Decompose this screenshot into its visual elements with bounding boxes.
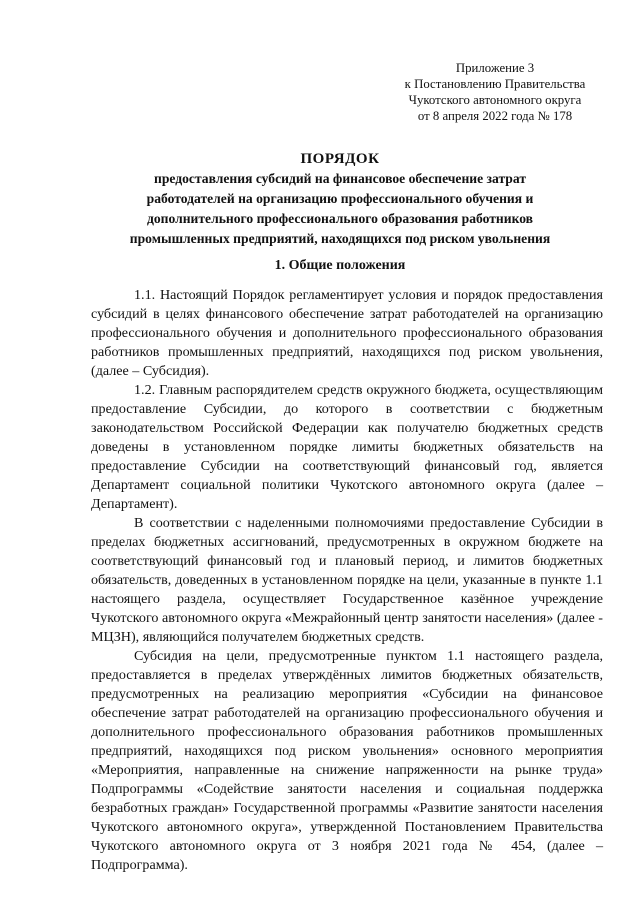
section-heading: 1. Общие положения: [274, 258, 406, 273]
paragraph: 1.2. Главным распорядителем средств окружного бюджета, осуществляющим предоставление Субсидии, до которого в соответствии с бюджетным законодательством Российской Федерации как получателю бюджетных средств доведены в установленном порядке лимиты бюджетных обязательств на предоставление Субсидии на соответствующий финансовый год, является Департамент социальной политики Чукотского автономного округа (далее – Департамент).: [91, 382, 603, 512]
appendix-header: [400, 60, 590, 124]
document-subtitle-line: дополнительного профессионального образования работников: [146, 211, 534, 226]
document-subtitle-line: промышленных предприятий, находящихся под риском увольнения: [129, 231, 551, 246]
appendix-line: Чукотского автономного округа: [408, 93, 582, 107]
document-title: [60, 150, 620, 249]
appendix-line: Приложение 3: [455, 61, 535, 75]
document-title-main: ПОРЯДОК: [300, 151, 380, 167]
appendix-line: к Постановлению Правительства: [404, 77, 586, 91]
paragraph: Субсидия на цели, предусмотренные пунктом 1.1 настоящего раздела, предоставляется в пределах утверждённых лимитов бюджетных обязательств, предусмотренных на реализацию мероприятия «Субсидии на финансовое обеспечение затрат работодателей на организацию профессионального обучения и дополнительного профессионального образования работников промышленных предприятий, находящихся под риском увольнения» основного мероприятия «Мероприятия, направленные на снижение напряженности на рынке труда» Подпрограммы «Содействие занятости населения и социальная поддержка безработных граждан» Государственной программы «Развитие занятости населения Чукотского автономного округа», утвержденной Постановлением Правительства Чукотского автономного округа от 3 ноября 2021 года № 454, (далее – Подпрограмма).: [91, 648, 603, 873]
paragraph: 1.1. Настоящий Порядок регламентирует условия и порядок предоставления субсидий в целях финансового обеспечение затрат работодателей на организацию профессионального обучения и дополнительного профессионального образования работников промышленных предприятий, находящихся под риском увольнения, (далее – Субсидия).: [91, 287, 603, 379]
appendix-line: от 8 апреля 2022 года № 178: [417, 109, 573, 123]
document-body: [91, 286, 603, 875]
paragraph: В соответствии с наделенными полномочиями предоставление Субсидии в пределах бюджетных ассигнований, предусмотренных в окружном бюджете на соответствующий финансовый год и плановый период, и лимитов бюджетных обязательств, доведенных в установленном порядке на цели, указанные в пункте 1.1 настоящего раздела, осуществляет Государственное казённое учреждение Чукотского автономного округа «Межрайонный центр занятости населения» (далее - МЦЗН), являющийся получателем бюджетных средств.: [91, 515, 603, 645]
document-subtitle-line: предоставления субсидий на финансовое обеспечение затрат: [153, 171, 526, 186]
document-subtitle-line: работодателей на организацию профессионального обучения и: [146, 191, 534, 206]
